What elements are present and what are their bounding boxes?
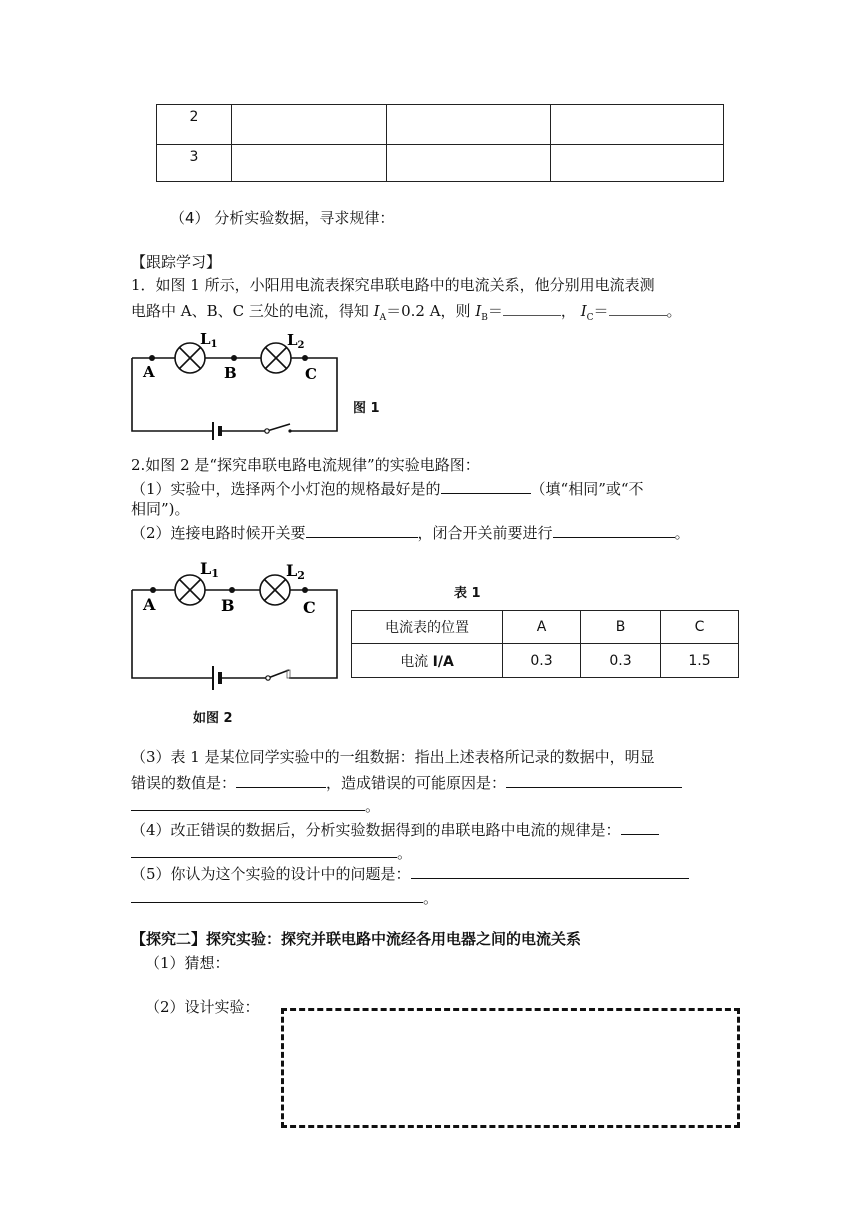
q2-p2-text2: ，闭合开关前要进行 bbox=[417, 524, 553, 542]
data-table-top bbox=[156, 104, 724, 182]
row-label-unit: I/A bbox=[432, 653, 454, 670]
fig1-caption: 图 1 bbox=[353, 401, 380, 416]
q2-p5-text: （5）你认为这个实验的设计中的问题是： bbox=[131, 865, 411, 883]
table1-title: 表 1 bbox=[454, 586, 481, 601]
table-cell: 1.5 bbox=[661, 644, 739, 678]
label-a: A bbox=[143, 595, 156, 614]
table-cell bbox=[387, 145, 551, 182]
label-b: B bbox=[221, 596, 235, 615]
answer-blank-wrong-value[interactable] bbox=[236, 771, 326, 788]
table-cell bbox=[232, 105, 387, 145]
q2-part5-line2 bbox=[131, 886, 438, 909]
table-row bbox=[157, 145, 724, 182]
section2-design: （2）设计实验： bbox=[145, 998, 260, 1016]
label-c: C bbox=[303, 598, 316, 617]
table-cell: 0.3 bbox=[503, 644, 581, 678]
q2-part3-line3 bbox=[131, 794, 380, 817]
var-ic: I bbox=[580, 302, 587, 320]
q2-p4-end: 。 bbox=[397, 844, 413, 862]
fig2-caption: 如图 2 bbox=[193, 711, 233, 726]
table-cell bbox=[232, 145, 387, 182]
var-ia: I bbox=[373, 302, 380, 320]
q2-part1-line1 bbox=[131, 477, 644, 500]
answer-blank-ib[interactable] bbox=[503, 299, 561, 316]
q1-ib-eq: ＝ bbox=[487, 302, 503, 320]
step-4-text: （4） 分析实验数据，寻求规律： bbox=[170, 209, 395, 227]
table-1 bbox=[351, 610, 739, 678]
answer-blank-spec[interactable] bbox=[441, 477, 531, 494]
q2-p1-text: （1）实验中，选择两个小灯泡的规格最好是的 bbox=[131, 480, 441, 498]
q2-part2 bbox=[131, 521, 690, 544]
label-a: A bbox=[143, 363, 155, 381]
q2-part1-line2: 相同”)。 bbox=[131, 500, 190, 518]
label-b: B bbox=[224, 364, 237, 382]
section2-heading: 【探究二】探究实验：探究并联电路中流经各用电器之间的电流关系 bbox=[131, 930, 582, 948]
answer-blank-switch[interactable] bbox=[306, 521, 418, 538]
q2-p3-text2: ，造成错误的可能原因是： bbox=[326, 774, 507, 792]
label-c: C bbox=[305, 365, 317, 383]
node-a-dot bbox=[149, 355, 155, 361]
sub-a: A bbox=[379, 313, 387, 323]
table-row bbox=[352, 644, 739, 678]
table-cell: 3 bbox=[157, 145, 232, 182]
section-heading-follow: 【跟踪学习】 bbox=[131, 253, 222, 271]
table-row-label bbox=[352, 644, 503, 678]
q2-part4-line2 bbox=[131, 841, 412, 864]
answer-blank-design-issue-cont[interactable] bbox=[131, 886, 423, 903]
table-header-cell: B bbox=[581, 611, 661, 644]
answer-blank-reason[interactable] bbox=[506, 771, 682, 788]
q2-p2-end: 。 bbox=[674, 524, 690, 542]
q2-p3-text: 错误的数值是： bbox=[131, 774, 237, 792]
q2-part3-line1: （3）表 1 是某位同学实验中的一组数据：指出上述表格所记录的数据中，明显 bbox=[131, 748, 655, 766]
q1-ia-value: ＝0.2 A，则 bbox=[386, 302, 476, 320]
node-b-dot bbox=[229, 587, 235, 593]
q2-part5-line1 bbox=[131, 862, 689, 885]
q1-line1: 1．如图 1 所示，小阳用电流表探究串联电路中的电流关系，他分别用电流表测 bbox=[131, 276, 655, 294]
table-header-cell: A bbox=[503, 611, 581, 644]
sub-c: C bbox=[586, 313, 594, 323]
row-label-text: 电流 bbox=[400, 653, 433, 670]
circuit-diagram-fig1 bbox=[125, 330, 347, 445]
var-ib: I bbox=[475, 302, 482, 320]
node-c-dot bbox=[302, 355, 308, 361]
answer-blank-before-close[interactable] bbox=[553, 521, 675, 538]
table-cell: 2 bbox=[157, 105, 232, 145]
answer-blank-rule-cont[interactable] bbox=[131, 841, 397, 858]
design-answer-box[interactable] bbox=[281, 1008, 740, 1128]
sub-b: B bbox=[481, 313, 488, 323]
q2-p2-text: （2）连接电路时候开关要 bbox=[131, 524, 306, 542]
circuit-diagram-fig2 bbox=[125, 556, 347, 696]
answer-blank-reason-cont[interactable] bbox=[131, 794, 365, 811]
q2-p3-end: 。 bbox=[365, 797, 381, 815]
answer-blank-rule[interactable] bbox=[621, 818, 659, 835]
node-b-dot bbox=[231, 355, 237, 361]
q1-text: 电路中 A、B、C 三处的电流，得知 bbox=[131, 302, 374, 320]
q2-part4-line1 bbox=[131, 818, 659, 841]
section2-guess: （1）猜想： bbox=[145, 954, 230, 972]
q2-part3-line2 bbox=[131, 771, 682, 794]
answer-blank-ic[interactable] bbox=[609, 299, 667, 316]
label-l2: L2 bbox=[286, 561, 305, 582]
node-a-dot bbox=[150, 587, 156, 593]
label-l2: $L_2$ bbox=[287, 331, 305, 351]
label-l1: $L_1$ bbox=[200, 330, 218, 350]
q1-ic-eq: ＝ bbox=[593, 302, 609, 320]
q2-p1-hint: （填“相同”或“不 bbox=[530, 480, 644, 498]
table-cell bbox=[551, 145, 724, 182]
table-row bbox=[352, 611, 739, 644]
label-l1: L1 bbox=[200, 559, 219, 580]
q1-period: 。 bbox=[666, 302, 682, 320]
answer-blank-design-issue[interactable] bbox=[411, 862, 689, 879]
q1-comma: ， bbox=[560, 302, 576, 320]
q2-title: 2.如图 2 是“探究串联电路电流规律”的实验电路图： bbox=[131, 456, 480, 474]
table-cell: 0.3 bbox=[581, 644, 661, 678]
table-header-cell: 电流表的位置 bbox=[352, 611, 503, 644]
q1-line2 bbox=[131, 299, 682, 329]
table-header-cell: C bbox=[661, 611, 739, 644]
table-row bbox=[157, 105, 724, 145]
node-c-dot bbox=[302, 587, 308, 593]
table-cell bbox=[551, 105, 724, 145]
q2-p5-end: 。 bbox=[423, 889, 439, 907]
q2-p4-text: （4）改正错误的数据后，分析实验数据得到的串联电路中电流的规律是： bbox=[131, 821, 621, 839]
table-cell bbox=[387, 105, 551, 145]
